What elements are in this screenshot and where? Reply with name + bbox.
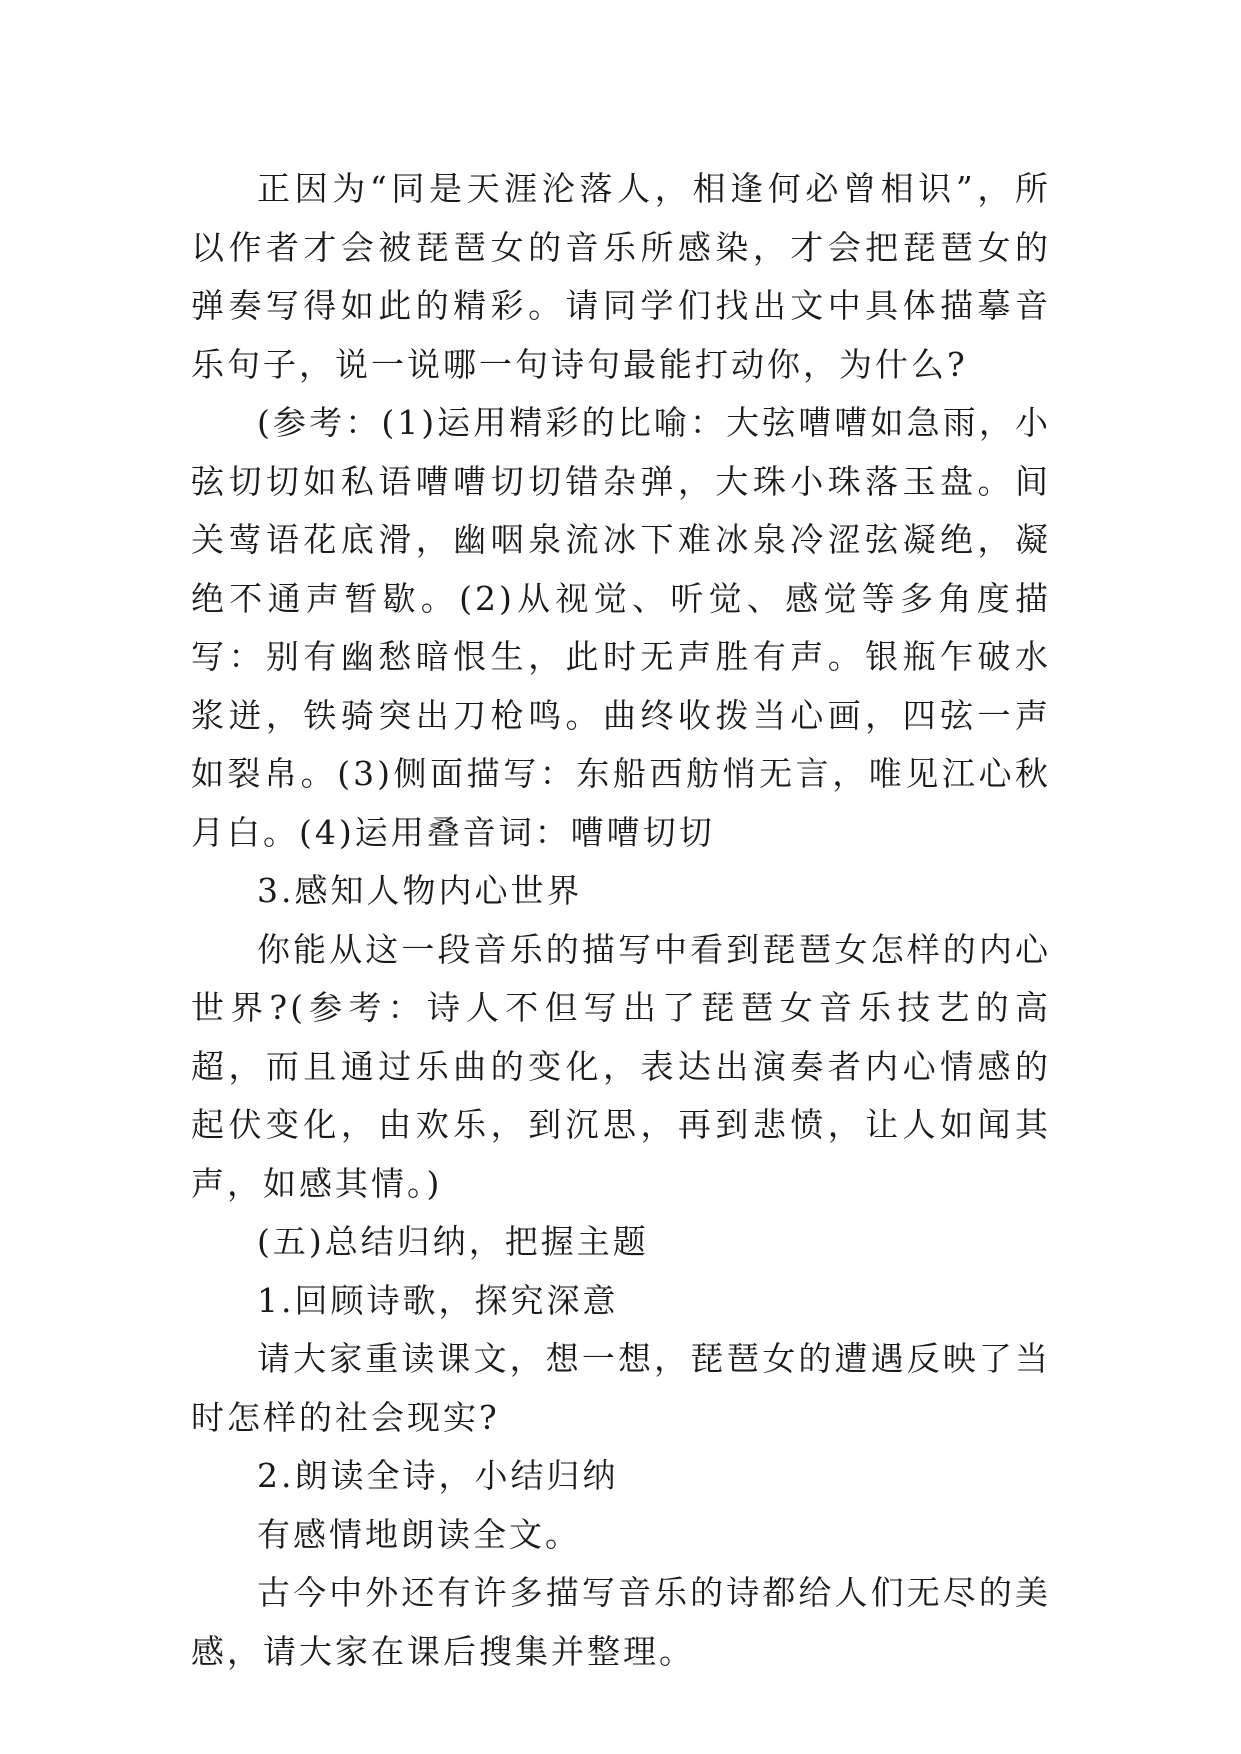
- section-heading-summary: (五)总结归纳，把握主题: [257, 1222, 649, 1261]
- paragraph-reference-answer: (参考：(1)运用精彩的比喻：大弦嘈嘈如急雨，小弦切切如私语嘈嘈切切错杂弹，大珠小珠落玉盘。间关莺语花底滑，幽咽泉流冰下难冰泉冷涩弦凝绝，凝绝不通声暂歇。(2)从视觉、听觉、感觉等多角度描写：别有幽愁暗恨生，此时无声胜有声。银瓶乍破水浆迸，铁骑突出刀枪鸣。曲终收拨当心画，四弦一声如裂帛。(3)侧面描写：东船西舫悄无言，唯见江心秋月白。(4)运用叠音词：嘈嘈切切: [191, 403, 1051, 852]
- paragraph-intro: 正因为“同是天涯沦落人，相逢何必曾相识”，所以作者才会被琵琶女的音乐所感染，才会把琵琶女的弹奏写得如此的精彩。请同学们找出文中具体描摹音乐句子，说一说哪一句诗句最能打动你，为什么?: [191, 169, 1051, 384]
- paragraph-homework: 古今中外还有许多描写音乐的诗都给人们无尽的美感，请大家在课后搜集并整理。: [191, 1573, 1051, 1671]
- section-heading-inner-world: 3.感知人物内心世界: [257, 871, 583, 910]
- subheading-review-poem: 1.回顾诗歌，探究深意: [257, 1280, 619, 1320]
- subheading-read-aloud: 2.朗读全诗，小结归纳: [257, 1456, 619, 1495]
- paragraph-read-aloud: 有感情地朗读全文。: [257, 1514, 581, 1554]
- paragraph-inner-world-question: 你能从这一段音乐的描写中看到琵琶女怎样的内心世界?(参考：诗人不但写出了琵琶女音乐技艺的高超，而且通过乐曲的变化，表达出演奏者内心情感的起伏变化，由欢乐，到沉思，再到悲愤，让人如闻其声，如感其情。): [191, 929, 1051, 1203]
- document-body: [191, 160, 1051, 1681]
- paragraph-reread-question: 请大家重读课文，想一想，琵琶女的遭遇反映了当时怎样的社会现实?: [191, 1339, 1051, 1437]
